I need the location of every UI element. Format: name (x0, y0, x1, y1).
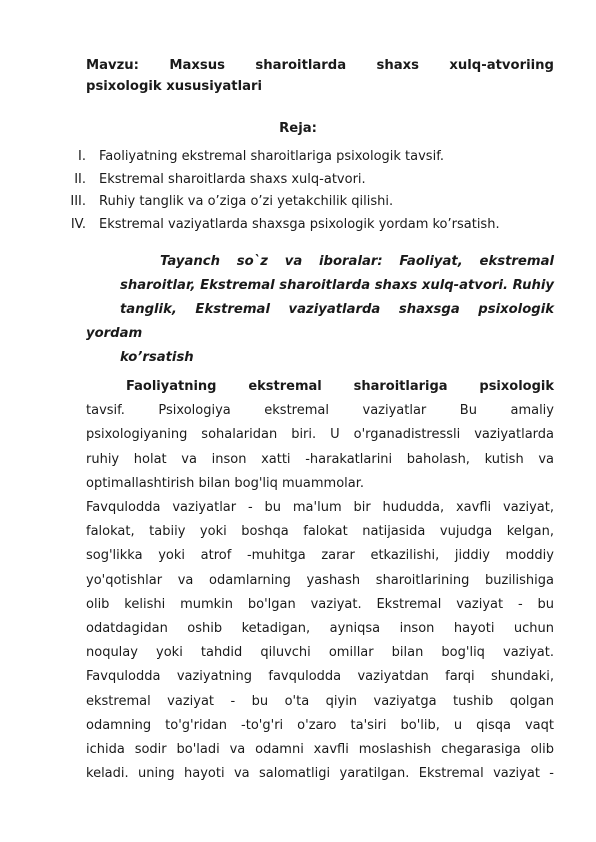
keywords-paragraph (86, 250, 554, 370)
paragraph-line: psixologiyaning sohalaridan biri. U o'rganadistressli vaziyatlarda (86, 427, 554, 443)
paragraph-line: Faoliyatning ekstremal sharoitlariga psixologik (126, 379, 554, 394)
plan-item-text: Ekstremal vaziyatlarda shaxsga psixologik yordam ko’rsatish. (99, 216, 500, 232)
keywords-line: tanglik, Ekstremal vaziyatlarda shaxsga psixologik yordam (86, 302, 554, 341)
paragraph-line: Favqulodda vaziyatlar - bu ma'lum bir hududda, xavfli vaziyat, (86, 500, 554, 516)
plan-item (0, 191, 596, 214)
topic-word: Mavzu: (86, 58, 139, 73)
plan-item (0, 169, 596, 192)
topic-word: shaxs (376, 58, 420, 73)
plan-item-number: IV. (70, 216, 86, 232)
topic-title (86, 55, 554, 97)
plan-item-number: I. (78, 149, 86, 164)
plan-list (0, 146, 596, 236)
paragraph-line: ekstremal vaziyat - bu o'ta qiyin vaziyatga tushib qolgan (86, 693, 554, 709)
paragraph-line: sog'likka yoki atrof -muhitga zarar etkazilishi, jiddiy moddiy (86, 548, 554, 564)
paragraph-line: ruhiy holat va inson xatti -harakatlarini baholash, kutish va (86, 451, 554, 467)
paragraph-line: keladi. uning hayoti va salomatligi yaratilgan. Ekstremal vaziyat - (86, 766, 554, 782)
keywords-line: sharoitlar, Ekstremal sharoitlarda shaxs xulq-atvori. Ruhiy (120, 278, 554, 293)
paragraph-line: tavsif. Psixologiya ekstremal vaziyatlar Bu amaliy (86, 403, 554, 419)
paragraph-line: odatdagidan oshib ketadigan, ayniqsa inson hayoti uchun (86, 621, 554, 637)
paragraph-line: yo'qotishlar va odamlarning yashash sharoitlarining buzilishiga (86, 572, 554, 588)
paragraph-line: olib kelishi mumkin bo'lgan vaziyat. Ekstremal vaziyat - bu (86, 596, 554, 612)
plan-item-number: III. (70, 194, 86, 209)
paragraph-line: ichida sodir bo'ladi va odamni xavfli moslashish chegarasiga olib (86, 742, 554, 758)
plan-item-number: II. (74, 171, 86, 187)
paragraph-line: noqulay yoki tahdid qiluvchi omillar bilan bog'liq vaziyat. (86, 645, 554, 661)
topic-word: sharoitlarda (255, 58, 347, 73)
paragraph-line: optimallashtirish bilan bog'liq muammolar. (86, 475, 365, 491)
keywords-line: ko’rsatish (120, 350, 194, 365)
plan-item-text: Ruhiy tanglik va o’ziga o’zi yetakchilik qilishi. (99, 194, 394, 209)
topic-word: xulq-atvoriing (449, 58, 554, 73)
topic-title-row-1 (86, 55, 554, 76)
plan-item (0, 146, 596, 169)
plan-heading: Reja: (279, 121, 317, 136)
plan-item-text: Faoliyatning ekstremal sharoitlariga psixologik tavsif. (99, 149, 444, 164)
topic-word: Maxsus (169, 58, 225, 73)
paragraph-line: Favqulodda vaziyatning favqulodda vaziyatdan farqi shundaki, (86, 669, 554, 685)
paragraph-intro (86, 375, 554, 786)
plan-item (0, 214, 596, 237)
plan-item-text: Ekstremal sharoitlarda shaxs xulq-atvori. (99, 171, 366, 187)
topic-title-row-2: psixologik xususiyatlari (86, 79, 263, 94)
paragraph-line: falokat, tabiiy yoki boshqa falokat natijasida vujudga kelgan, (86, 524, 554, 540)
paragraph-line: odamning to'g'ridan -to'g'ri o'zaro ta'siri bo'lib, u qisqa vaqt (86, 717, 554, 733)
keywords-line: Tayanch so`z va iboralar: Faoliyat, ekstremal (160, 254, 554, 269)
